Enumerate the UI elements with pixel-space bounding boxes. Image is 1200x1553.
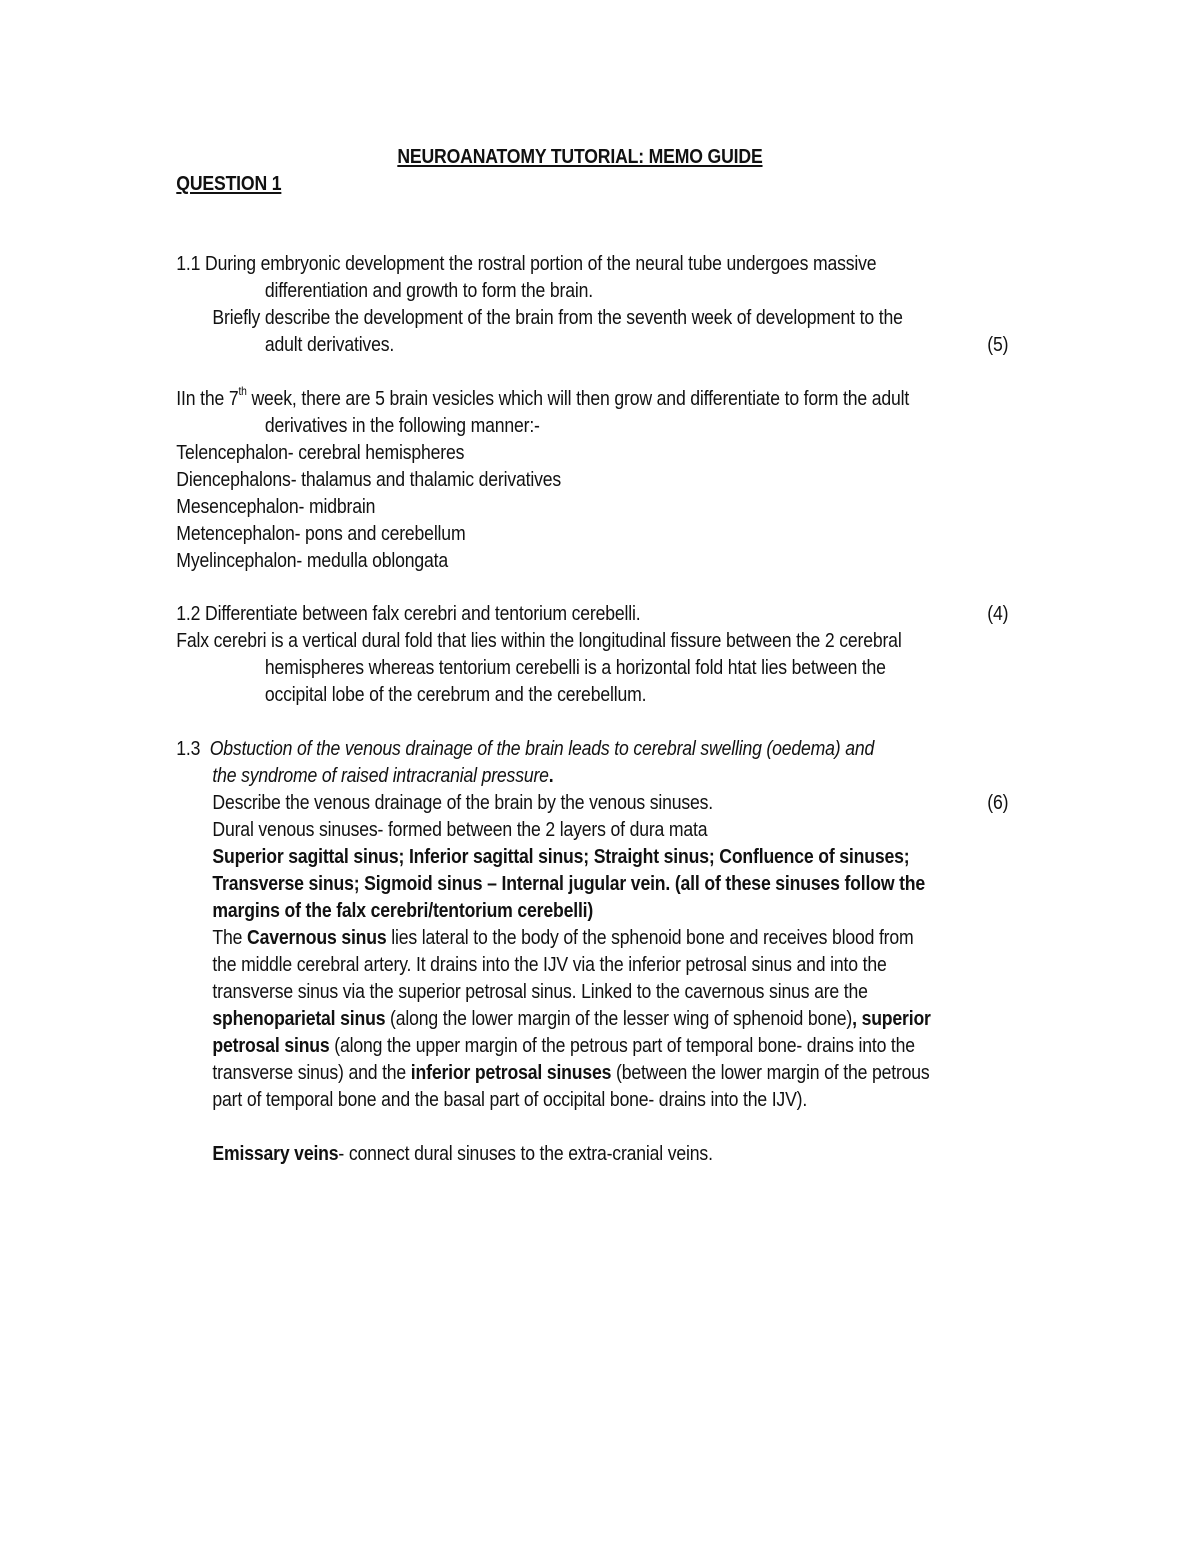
question-heading: QUESTION 1 [176,172,282,195]
a1-3-emissary: Emissary veins- connect dural sinuses to the extra-cranial veins. [212,1142,713,1165]
list-item: Myelincephalon- medulla oblongata [176,549,448,572]
q1-2-line1: 1.2 Differentiate between falx cerebri and tentorium cerebelli. [176,602,641,625]
q1-1-line4: adult derivatives. [264,333,395,356]
a1-1-line2: derivatives in the following manner:- [264,414,540,437]
list-item: Telencephalon- cerebral hemispheres [176,441,465,464]
q1-1-marks: (5) [987,333,1009,356]
q1-1-line1: 1.1 During embryonic development the rostral portion of the neural tube undergoes massive [176,252,877,275]
q1-3-line2: the syndrome of raised intracranial pressure. [212,764,554,787]
a1-3-cav1: The Cavernous sinus lies lateral to the body of the sphenoid bone and receives blood from [212,926,914,949]
q1-3-line3: Describe the venous drainage of the brain by the venous sinuses. [212,791,714,814]
a1-3-bold1: Superior sagittal sinus; Inferior sagittal sinus; Straight sinus; Confluence of sinuses; [212,845,910,868]
a1-3-cav3: transverse sinus via the superior petrosal sinus. Linked to the cavernous sinus are the [212,980,868,1003]
q1-2-marks: (4) [987,602,1009,625]
a1-1-line1: IIn the 7th week, there are 5 brain vesicles which will then grow and differentiate to form the adult [176,384,910,410]
document-title: NEUROANATOMY TUTORIAL: MEMO GUIDE [397,145,763,168]
a1-3-pet: petrosal sinus (along the upper margin of the petrous part of temporal bone- drains into the [212,1034,915,1057]
q1-3-marks: (6) [987,791,1009,814]
q1-1-line3: Briefly describe the development of the brain from the seventh week of development to the [212,306,903,329]
list-item: Metencephalon- pons and cerebellum [176,522,466,545]
a1-2-line2: hemispheres whereas tentorium cerebelli is a horizontal fold htat lies between the [264,656,886,679]
a1-3-sp: sphenoparietal sinus (along the lower margin of the lesser wing of sphenoid bone), superior [212,1007,931,1030]
a1-3-bold2: Transverse sinus; Sigmoid sinus – Internal jugular vein. (all of these sinuses follow the [212,872,926,895]
a1-3-cav2: the middle cerebral artery. It drains into the IJV via the inferior petrosal sinus and into the [212,953,887,976]
a1-3-last: part of temporal bone and the basal part of occipital bone- drains into the IJV). [212,1088,808,1111]
q1-3-line1: 1.3 Obstuction of the venous drainage of the brain leads to cerebral swelling (oedema) and [176,737,875,760]
a1-3-line1: Dural venous sinuses- formed between the 2 layers of dura mata [212,818,708,841]
a1-2-line1: Falx cerebri is a vertical dural fold that lies within the longitudinal fissure between the 2 cerebral [176,629,902,652]
q1-1-line2: differentiation and growth to form the brain. [264,279,593,302]
a1-3-bold3: margins of the falx cerebri/tentorium cerebelli) [212,899,594,922]
list-item: Diencephalons- thalamus and thalamic derivatives [176,468,562,491]
a1-3-tr: transverse sinus) and the inferior petrosal sinuses (between the lower margin of the petrous [212,1061,930,1084]
a1-2-line3: occipital lobe of the cerebrum and the cerebellum. [264,683,647,706]
list-item: Mesencephalon- midbrain [176,495,376,518]
